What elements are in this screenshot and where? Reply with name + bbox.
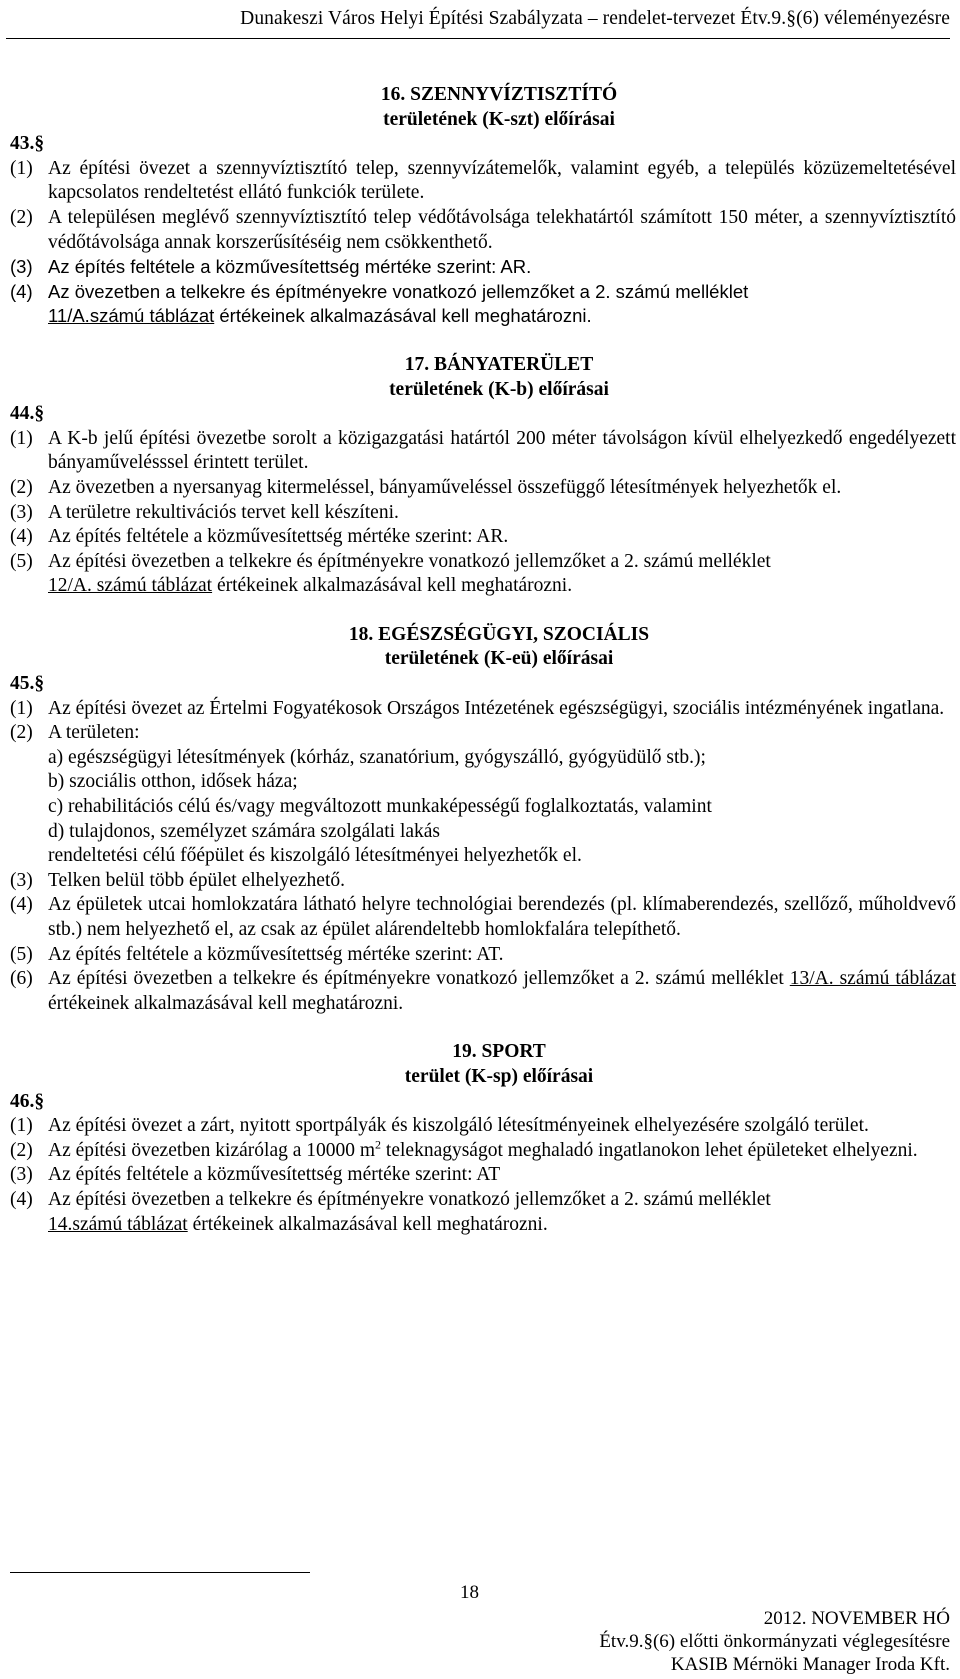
page-header: Dunakeszi Város Helyi Építési Szabályzata – rendelet-tervezet Étv.9.§(6) véleményezésre [6, 4, 950, 39]
list-item: a) egészségügyi létesítmények (kórház, szanatórium, gyógyszálló, gyógyüdülő stb.); [48, 746, 706, 768]
paragraph: (1) A K-b jelű építési övezetbe sorolt a közigazgatási határtól 200 méter távolságon kívül elhelyezkedő engedélyezett bányaművelésssel érintett terület. [10, 427, 956, 474]
paragraph: (5) Az építési övezetben a telkekre és építményekre vonatkozó jellemzőket a 2. számú melléklet 12/A. számú táblázat értékeinek alkalmazásával kell meghatározni. [10, 550, 771, 597]
article-43: 43.§ [10, 133, 45, 155]
paragraph: (6) Az építési övezetben a telkekre és építményekre vonatkozó jellemzőket a 2. számú melléklet 13/A. számú táblázat értékeinek alkalmazásával kell meghatározni. [10, 968, 956, 1014]
paragraph: (3) Az építés feltétele a közművesítettség mértéke szerint: AT [10, 1164, 501, 1186]
paragraph: (2) A településen meglévő szennyvíztisztító telep védőtávolsága telekhatártól számított 150 méter, a szennyvíztisztító védőtávolsága annak korszerűsítéséig nem csökkenthető. [10, 206, 956, 253]
paragraph: (4) Az építés feltétele a közművesítettség mértéke szerint: AR. [10, 526, 509, 548]
section-16-subtitle: területének (K-szt) előírásai [383, 108, 615, 130]
list-item: d) tulajdonos, személyzet számára szolgálati lakás [48, 820, 441, 842]
section-19-title: 19. SPORT [452, 1041, 546, 1063]
list-item: b) szociális otthon, idősek háza; [48, 771, 298, 793]
article-44: 44.§ [10, 403, 45, 425]
paragraph: (3) Az építés feltétele a közművesítettség mértéke szerint: AR. [10, 256, 532, 278]
paragraph: (5) Az építés feltétele a közművesítettség mértéke szerint: AT. [10, 943, 504, 965]
footer-info [599, 1607, 950, 1676]
footer-date: 2012. NOVEMBER HÓ [763, 1608, 950, 1629]
section-19-subtitle: terület (K-sp) előírásai [404, 1065, 594, 1087]
section-18-subtitle: területének (K-eü) előírásai [384, 648, 614, 670]
section-17-title: 17. BÁNYATERÜLET [404, 353, 594, 375]
paragraph: (1) Az építési övezet az Értelmi Fogyatékosok Országos Intézetének egészségügyi, szociális intézményének ingatlana. [10, 697, 945, 719]
paragraph: (1) Az építési övezet a szennyvíztisztító telep, szennyvízátemelők, valamint egyéb, a település közüzemeltetésével kapcsolatos rendeltetést ellátó funkciók területe. [10, 157, 956, 204]
paragraph: (3) Telken belül több épület elhelyezhető. [10, 869, 345, 891]
paragraph: (4) Az építési övezetben a telkekre és építményekre vonatkozó jellemzőket a 2. számú melléklet 14.számú táblázat értékeinek alkalmazásával kell meghatározni. [10, 1188, 771, 1235]
section-16-title: 16. SZENNYVÍZTISZTÍTÓ [380, 84, 618, 105]
paragraph: (2) Az építési övezetben kizárólag a 10000 $m^2$ teleknagyságot meghaladó ingatlanokon lehet épületeket elhelyezni. [10, 1137, 918, 1161]
section-18-title: 18. EGÉSZSÉGÜGYI, SZOCIÁLIS [348, 623, 650, 645]
footer-divider [10, 1572, 310, 1573]
page-number: 18 [460, 1582, 479, 1603]
paragraph: (2) A területen: [10, 722, 140, 744]
list-item: c) rehabilitációs célú és/vagy megváltozott munkaképességű foglalkoztatás, valamint [48, 796, 712, 818]
footer-status: Étv.9.§(6) előtti önkormányzati véglegesítésre [599, 1631, 950, 1652]
article-45: 45.§ [10, 673, 45, 695]
paragraph: (4) Az épületek utcai homlokzatára látható helyre technológiai berendezés (pl. klímaberendezés, szellőző, műholdvevő stb.) nem helyezhető el, az csak az épület alárendeltebb homlokfalára telepíthető. [10, 894, 956, 940]
article-46: 46.§ [10, 1090, 45, 1112]
document-body [10, 83, 956, 1237]
paragraph: (4) Az övezetben a telkekre és építményekre vonatkozó jellemzőket a 2. számú melléklet 11/A.számú táblázat értékeinek alkalmazásával kell meghatározni. [10, 280, 749, 327]
footer-company: KASIB Mérnöki Manager Iroda Kft. [670, 1654, 950, 1675]
list-tail: rendeltetési célú főépület és kiszolgáló létesítményei helyezhetők el. [48, 845, 582, 867]
paragraph: (3) A területre rekultivációs tervet kell készíteni. [10, 501, 399, 523]
paragraph: (2) Az övezetben a nyersanyag kitermeléssel, bányaműveléssel összefüggő létesítmények helyezhetők el. [10, 476, 842, 498]
paragraph: (1) Az építési övezet a zárt, nyitott sportpályák és kiszolgáló létesítményeinek elhelyezésére szolgáló terület. [10, 1115, 869, 1137]
section-17-subtitle: területének (K-b) előírásai [389, 378, 609, 400]
